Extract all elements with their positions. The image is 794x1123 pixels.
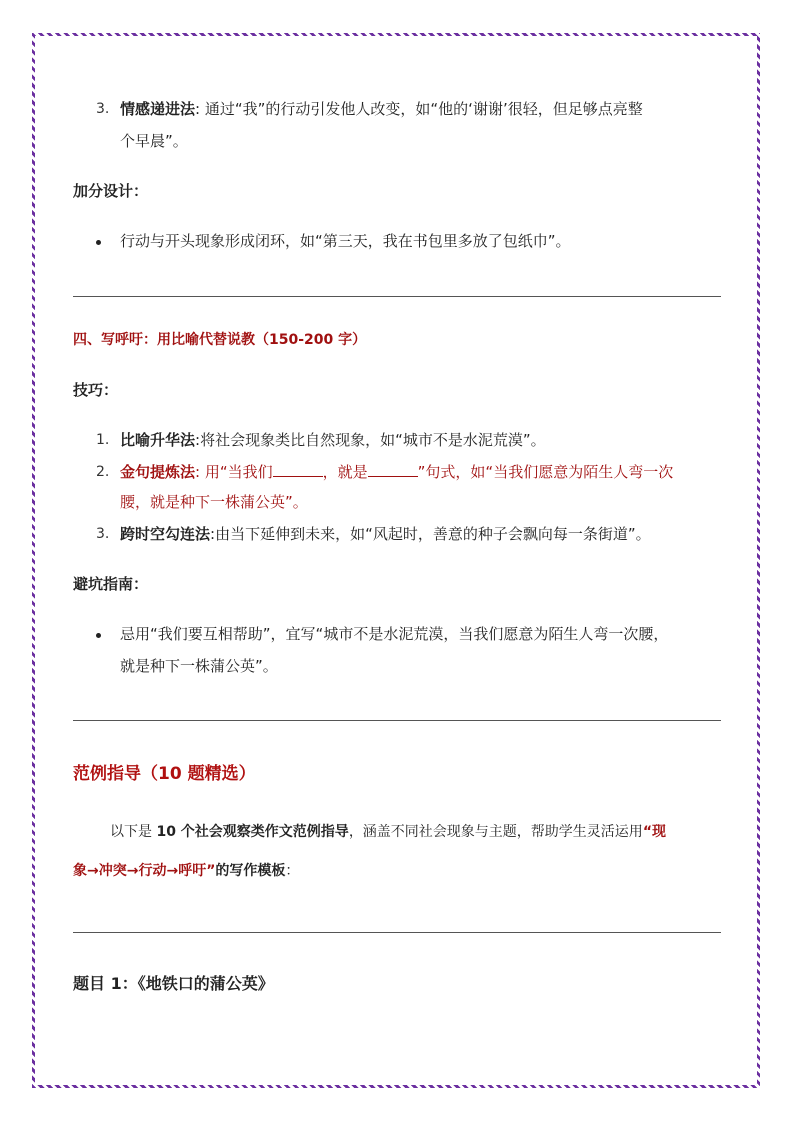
intro-red-text: 象→冲突→行动→呼吁”: [73, 863, 216, 879]
list-item: [120, 430, 546, 450]
intro-paragraph: [110, 822, 666, 842]
item-text-continued: 个早晨”。: [120, 132, 188, 150]
bonus-bullet-text: 行动与开头现象形成闭环，如“第三天，我在书包里多放了包纸巾”。: [120, 232, 571, 250]
divider: [73, 296, 721, 297]
item-text: 通过“我”的行动引发他人改变，如“他的‘谢谢’很轻，但足够点亮整: [204, 100, 643, 118]
item-label: 金句提炼法: [120, 463, 196, 481]
topic-title: 题目 1：《地铁口的蒲公英》: [73, 974, 274, 993]
list-item: [120, 524, 651, 544]
item-colon: :: [195, 431, 201, 449]
bullet-dot: [96, 633, 101, 638]
avoid-text: 忌用“我们要互相帮助”，宜写“城市不是水泥荒漠，当我们愿意为陌生人弯一次腰，: [120, 625, 669, 643]
item-label: 比喻升华法: [120, 431, 196, 449]
intro-bold-text: 10 个社会观察类作文范例指导: [156, 824, 349, 840]
item-text: ”句式，如“当我们愿意为陌生人弯一次: [417, 463, 674, 481]
section-heading: 四、写呼吁：用比喻代替说教（150-200 字）: [73, 332, 367, 348]
examples-title: 范例指导（10 题精选）: [73, 764, 256, 784]
list-number: 1.: [96, 432, 110, 448]
bullet-dot: [96, 240, 101, 245]
intro-text: ：: [285, 863, 300, 879]
fill-blank: [273, 476, 323, 477]
item-text: 将社会现象类比自然现象，如“城市不是水泥荒漠”。: [200, 431, 546, 449]
item-text: ，就是: [322, 463, 368, 481]
intro-paragraph-continued: [73, 861, 299, 881]
divider: [73, 720, 721, 721]
item-colon: :: [195, 463, 201, 481]
list-item: [120, 99, 643, 119]
intro-red-text: “现: [642, 824, 667, 840]
item-colon: :: [210, 525, 216, 543]
divider: [73, 932, 721, 933]
intro-bold-text: 的写作模板: [215, 863, 286, 879]
item-label: 跨时空勾连法: [120, 525, 211, 543]
bonus-heading: 加分设计：: [73, 182, 149, 200]
item-colon: :: [195, 100, 201, 118]
avoid-text-continued: 就是种下一株蒲公英”。: [120, 657, 278, 675]
item-text: 用“当我们: [204, 463, 273, 481]
item-text-continued: 腰，就是种下一株蒲公英”。: [120, 493, 308, 511]
tips-heading: 技巧：: [73, 381, 119, 399]
item-text: 由当下延伸到未来，如“风起时，善意的种子会飘向每一条街道”。: [215, 525, 651, 543]
avoid-heading: 避坑指南：: [73, 575, 149, 593]
list-number: 3.: [96, 101, 110, 117]
list-number: 2.: [96, 464, 110, 480]
list-item: [120, 462, 673, 482]
list-number: 3.: [96, 526, 110, 542]
item-label: 情感递进法: [120, 100, 196, 118]
intro-text: ，涵盖不同社会现象与主题，帮助学生灵活运用: [348, 824, 643, 840]
intro-text: 以下是: [110, 824, 157, 840]
fill-blank: [368, 476, 418, 477]
